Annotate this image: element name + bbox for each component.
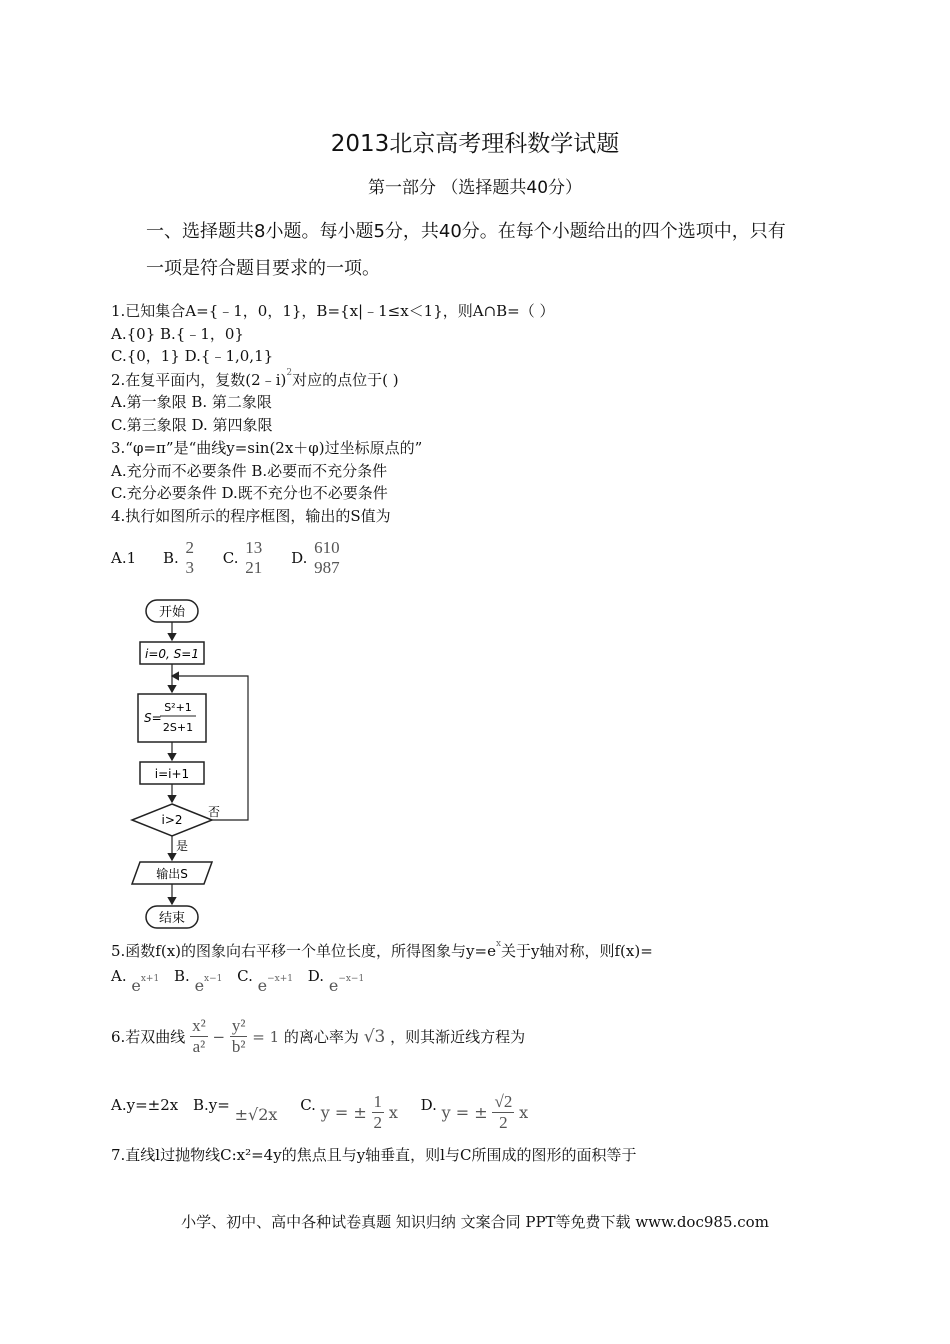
q3-stem: 3.“φ=π”是“曲线y=sin(2x＋φ)过坐标原点的” (111, 439, 423, 457)
q5-options (111, 964, 365, 995)
q2-options-ab: A.第一象限 B. 第二象限 (111, 393, 272, 411)
q7-stem: 7.直线l过抛物线C:x²=4y的焦点且与y轴垂直，则l与C所围成的图形的面积等于 (111, 1146, 637, 1164)
flowchart-assign-lhs: S= (144, 711, 162, 725)
section-subtitle: 第一部分 （选择题共40分） (367, 178, 583, 198)
q6-stem: 6.若双曲线 $\frac{\text{x²}}{\text{a²}}$ − $\frac{\text{y²}}{\text{b²}}$ = 1 的离心率为 √3 ，则其渐近线方程为 (111, 1016, 526, 1056)
q4-option-b-label: B. (162, 549, 179, 567)
q5-option-c: $e^{-x+1}$ (257, 974, 294, 995)
q6-options: A.y=±2x B.y= ±√2x C. y = ± $\frac{1}{2}$ x D. y = ± $\frac{√2}{2}$ x (111, 1092, 529, 1132)
q4-option-c-label: C. (222, 549, 239, 567)
flowchart-condition-label: i>2 (161, 813, 183, 827)
intro-line-2: 一项是符合题目要求的一项。 (146, 258, 380, 279)
flowchart-assign-denominator: 2S+1 (162, 721, 194, 734)
q5-option-b-label: B. (173, 967, 190, 985)
q5-option-d-label: D. (307, 967, 325, 985)
q6-option-c-label: C. (300, 1095, 316, 1114)
q5-option-b: $e^{x-1}$ (194, 974, 223, 995)
q2-exponent: 2 (286, 368, 293, 378)
q6-sqrt3: √3 (363, 1026, 386, 1047)
q1-options-cd: C.{0，1} D.{﹣1,0,1} (111, 347, 274, 365)
q4-stem: 4.执行如图所示的程序框图，输出的S值为 (111, 507, 391, 525)
q3-options-ab: A.充分而不必要条件 B.必要而不充分条件 (111, 462, 388, 480)
q3-options-cd: C.充分必要条件 D.既不充分也不必要条件 (111, 484, 388, 502)
q1-stem: 1.已知集合A={﹣1，0，1}，B={x|﹣1≤x＜1}，则A∩B=（ ） (111, 302, 555, 320)
q6-option-b: ±√2x (234, 1105, 278, 1124)
flowchart-assign-numerator: S²+1 (164, 701, 192, 714)
q5-stem: 5.函数f(x)的图象向右平移一个单位长度，所得图象与$y=e^x$关于y轴对称，则f(x)= (111, 939, 653, 960)
q5-option-a: $e^{x+1}$ (131, 974, 160, 995)
q2-stem: 2.在复平面内，复数(2﹣i)$^2$对应的点位于( ) (111, 368, 399, 389)
q6-option-b-label: B.y= (193, 1095, 230, 1114)
q5-option-a-label: A. (111, 967, 127, 985)
q1-options-ab: A.{0} B.{﹣1，0} (111, 325, 244, 343)
q6-fraction-y: $\frac{\text{y²}}{\text{b²}}$ (231, 1016, 246, 1056)
flowchart-no-label: 否 (208, 805, 221, 819)
q2-options-cd: C.第三象限 D. 第四象限 (111, 416, 273, 434)
q4-option-d-label: D. (291, 549, 308, 567)
q4-option-c-fraction: 13 21 (245, 538, 263, 577)
q4-options (111, 538, 342, 578)
flowchart-init-label: i=0, S=1 (145, 647, 199, 661)
q5-option-d: $e^{-x-1}$ (328, 974, 365, 995)
flowchart-output-label: 输出S (156, 867, 188, 881)
q4-option-a: A.1 (111, 549, 137, 567)
page-title: 2013北京高考理科数学试题 (330, 131, 620, 157)
q6-option-a: A.y=±2x (111, 1095, 179, 1114)
q6-option-c-fraction: $\frac{1}{2}$ (373, 1092, 383, 1132)
q6-option-d-label: D. (420, 1095, 437, 1114)
flowchart-yes-label: 是 (176, 839, 189, 853)
page-footer: 小学、初中、高中各种试卷真题 知识归纳 文案合同 PPT等免费下载 www.doc985.com (181, 1213, 769, 1231)
intro-line-1: 一、选择题共8小题。每小题5分，共40分。在每个小题给出的四个选项中，只有 (146, 221, 786, 242)
flowchart (120, 590, 270, 935)
q6-fraction-x: $\frac{\text{x²}}{\text{a²}}$ (192, 1016, 206, 1056)
q4-option-b-fraction: 2 3 (185, 538, 195, 577)
q6-option-d-fraction: $\frac{√2}{2}$ (494, 1092, 513, 1132)
q4-option-d-fraction: 610 987 (314, 538, 340, 577)
q5-option-c-label: C. (237, 967, 253, 985)
flowchart-start-label: 开始 (158, 605, 186, 620)
flowchart-increment-label: i=i+1 (154, 767, 190, 781)
flowchart-end-label: 结束 (158, 911, 186, 926)
